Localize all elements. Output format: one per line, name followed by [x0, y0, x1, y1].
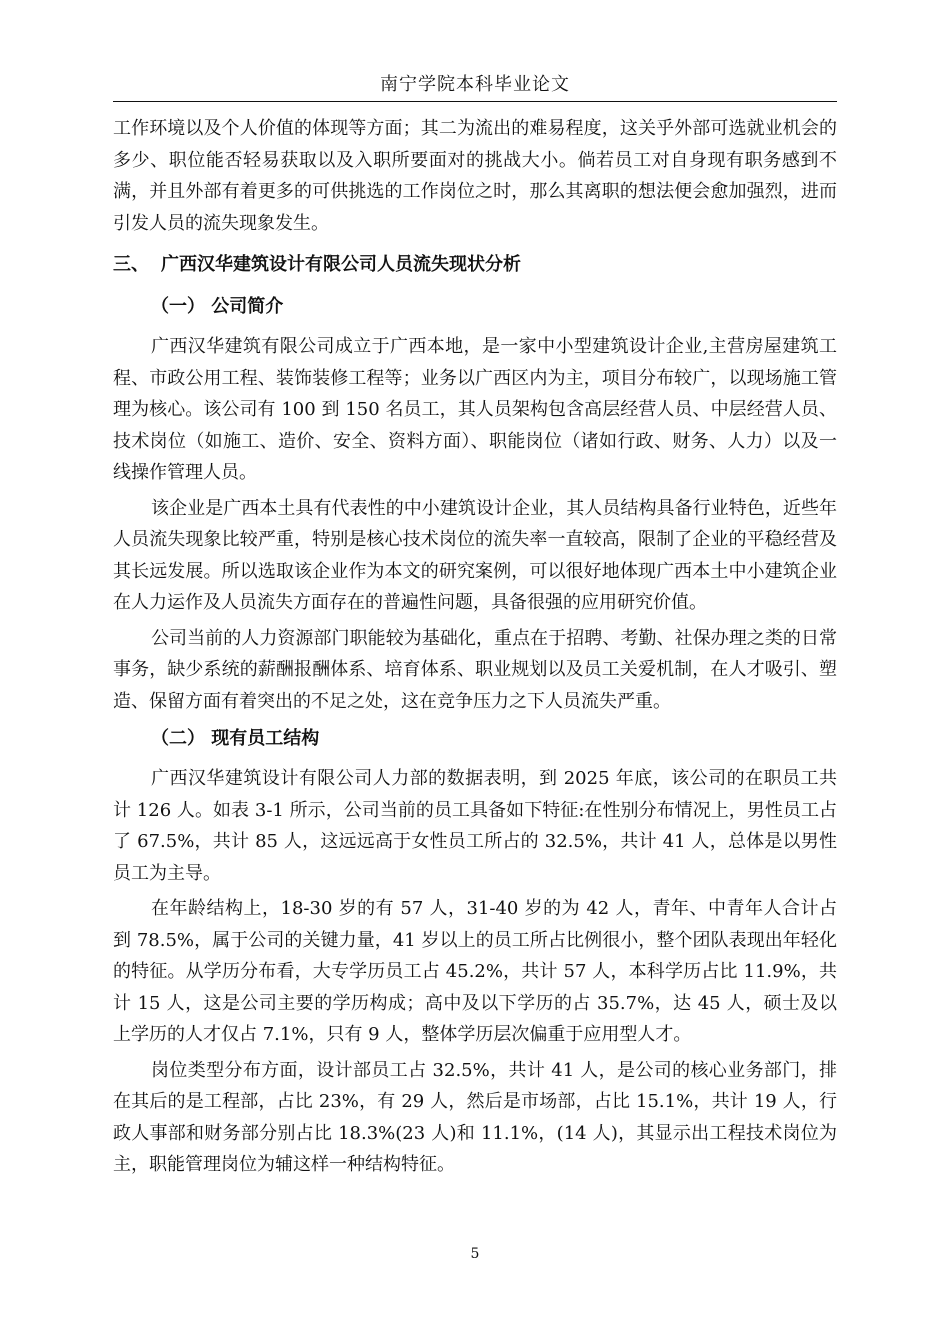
running-header: 南宁学院本科毕业论文 — [380, 74, 570, 95]
section-number: 三、 — [113, 254, 149, 275]
paragraph-company-intro: 广西汉华建筑有限公司成立于广西本地，是一家中小型建筑设计企业,主营房屋建筑工程、市政公用工程、装饰装修工程等；业务以广西区内为主，项目分布较广，以现场施工管理为核心。该公司有 100 到 150 名员工，其人员架构包含高层经营人员、中层经营人员、技术岗位（如施工、造价、安全、资料方面）、职能岗位（诸如行政、财务、人力）以及一线操作管理人员。 — [113, 336, 837, 483]
header-rule — [113, 101, 837, 102]
paragraph-positions: 岗位类型分布方面，设计部员工占 32.5%，共计 41 人，是公司的核心业务部门，排在其后的是工程部，占比 23%，有 29 人，然后是市场部，占比 15.1%，共计 19 人，行政人事部和财务部分别占比 18.3%(23 人)和 11.1%，(14 人)，其显示出工程技术岗位为主，职能管理岗位为辅这样一种结构特征。 — [113, 1059, 837, 1175]
paragraph-age-education: 在年龄结构上，18-30 岁的有 57 人，31-40 岁的为 42 人，青年、中青年人合计占到 78.5%，属于公司的关键力量，41 岁以上的员工所占比例很小，整个团队表现出年轻化的特征。从学历分布看，大专学历员工占 45.2%，共计 57 人，本科学历占比 11.9%，共计 15 人，这是公司主要的学历构成；高中及以下学历的占 35.7%，达 45 人，硕士及以上学历的人才仅占 7.1%，只有 9 人，整体学历层次偏重于应用型人才。 — [113, 898, 837, 1045]
paragraph-gender: 广西汉华建筑设计有限公司人力部的数据表明，到 2025 年底，该公司的在职员工共计 126 人。如表 3-1 所示，公司当前的员工具备如下特征:在性别分布情况上，男性员工占了 67.5%，共计 85 人，这远远高于女性员工所占的 32.5%，共计 41 人，总体是以男性员工为主导。 — [113, 768, 837, 884]
page-number: 5 — [470, 1246, 480, 1262]
subsection-heading-company-intro: （一） 公司简介 — [151, 296, 284, 317]
paragraph-continuation: 工作环境以及个人价值的体现等方面；其二为流出的难易程度，这关乎外部可选就业机会的多少、职位能否轻易获取以及入职所要面对的挑战大小。倘若员工对自身现有职务感到不满，并且外部有着更多的可供挑选的工作岗位之时，那么其离职的想法便会愈加强烈，进而引发人员的流失现象发生。 — [113, 118, 837, 234]
section-heading — [113, 249, 837, 281]
paragraph-case-rationale: 该企业是广西本土具有代表性的中小建筑设计企业，其人员结构具备行业特色，近些年人员流失现象比较严重，特别是核心技术岗位的流失率一直较高，限制了企业的平稳经营及其长远发展。所以选取该企业作为本文的研究案例，可以很好地体现广西本土中小建筑企业在人力运作及人员流失方面存在的普遍性问题，具备很强的应用研究价值。 — [113, 497, 837, 613]
paragraph-hr-status: 公司当前的人力资源部门职能较为基础化，重点在于招聘、考勤、社保办理之类的日常事务，缺少系统的薪酬报酬体系、培育体系、职业规划以及员工关爱机制，在人才吸引、塑造、保留方面有着突出的不足之处，这在竞争压力之下人员流失严重。 — [113, 627, 837, 712]
section-title: 广西汉华建筑设计有限公司人员流失现状分析 — [161, 254, 521, 275]
subsection-heading-staff-structure: （二） 现有员工结构 — [151, 728, 320, 749]
document-body — [113, 113, 837, 1185]
